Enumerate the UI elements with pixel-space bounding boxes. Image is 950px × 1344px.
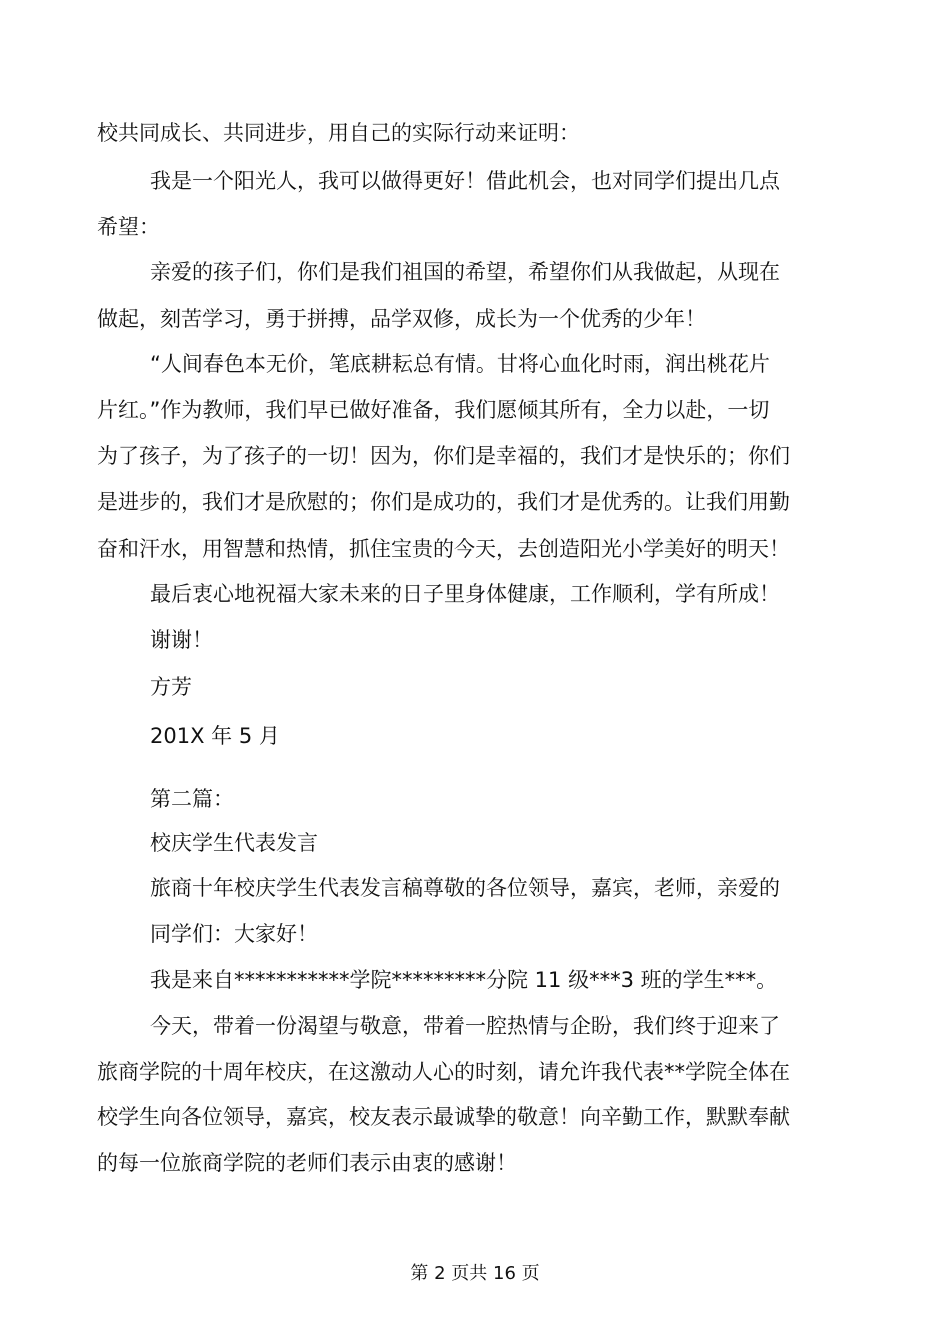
text-line: 我是来自***********学院*********分院 11 级***3 班的学生***。 (150, 968, 778, 992)
text-line: 奋和汗水，用智慧和热情，抓住宝贵的今天，去创造阳光小学美好的明天！ (97, 537, 790, 561)
text-line: 片红。”作为教师，我们早已做好准备，我们愿倾其所有，全力以赴，一切 (97, 398, 770, 422)
section-heading: 第二篇： (150, 787, 234, 811)
text-line: 今天，带着一份渴望与敬意，带着一腔热情与企盼，我们终于迎来了 (150, 1014, 780, 1038)
text-line: 我是一个阳光人，我可以做得更好！借此机会，也对同学们提出几点 (150, 169, 780, 193)
text-line: 旅商十年校庆学生代表发言稿尊敬的各位领导，嘉宾，老师，亲爱的 (150, 876, 780, 900)
text-line: 校学生向各位领导，嘉宾，校友表示最诚挚的敬意！向辛勤工作，默默奉献 (97, 1105, 790, 1129)
text-line: 校共同成长、共同进步，用自己的实际行动来证明： (97, 121, 580, 145)
page-number-footer: 第 2 页共 16 页 (410, 1263, 540, 1284)
text-line: 希望： (97, 215, 160, 239)
text-line: 旅商学院的十周年校庆，在这激动人心的时刻，请允许我代表**学院全体在 (97, 1060, 790, 1084)
text-line: 最后衷心地祝福大家未来的日子里身体健康，工作顺利，学有所成！ (150, 582, 780, 606)
text-line: “人间春色本无价，笔底耕耘总有情。甘将心血化时雨，润出桃花片 (150, 352, 770, 376)
text-line: 为了孩子，为了孩子的一切！因为，你们是幸福的，我们才是快乐的；你们 (97, 444, 790, 468)
text-line: 的每一位旅商学院的老师们表示由衷的感谢！ (97, 1151, 517, 1175)
text-line: 做起，刻苦学习，勇于拼搏，品学双修，成长为一个优秀的少年！ (97, 307, 706, 331)
section-title: 校庆学生代表发言 (150, 831, 318, 855)
text-line: 亲爱的孩子们，你们是我们祖国的希望，希望你们从我做起，从现在 (150, 260, 780, 284)
date-line: 201X 年 5 月 (150, 724, 280, 748)
text-line: 是进步的，我们才是欣慰的；你们是成功的，我们才是优秀的。让我们用勤 (97, 490, 790, 514)
text-line: 谢谢！ (150, 628, 213, 652)
author-name: 方芳 (150, 675, 192, 699)
text-line: 同学们：大家好！ (150, 922, 318, 946)
